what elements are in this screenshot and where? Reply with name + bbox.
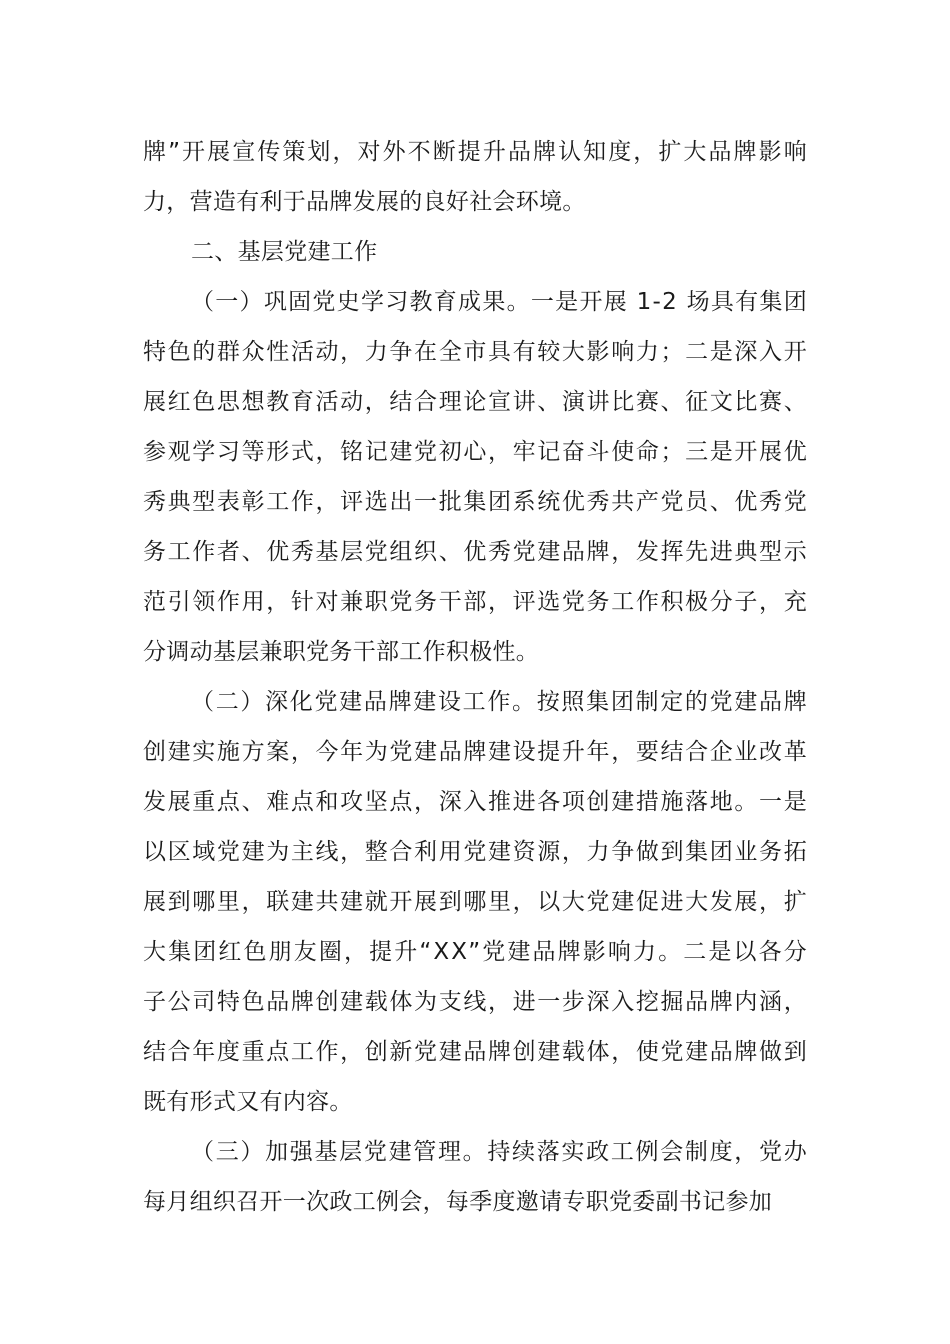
text-line: 发展重点、难点和攻坚点，深入推进各项创建措施落地。一是 [143, 789, 809, 815]
text-line: 特色的群众性活动，力争在全市具有较大影响力；二是深入开 [143, 339, 809, 365]
text-line: 力，营造有利于品牌发展的良好社会环境。 [143, 189, 586, 215]
text-line: 分调动基层兼职党务干部工作积极性。 [143, 639, 540, 665]
text-line: 大集团红色朋友圈，提升“XX”党建品牌影响力。二是以各分 [143, 939, 809, 965]
text-line: 牌”开展宣传策划，对外不断提升品牌认知度，扩大品牌影响 [143, 139, 809, 165]
text-line: 每月组织召开一次政工例会，每季度邀请专职党委副书记参加 [143, 1189, 773, 1215]
text-line: 二、基层党建工作 [191, 239, 378, 265]
text-line: 子公司特色品牌创建载体为支线，进一步深入挖掘品牌内涵， [143, 989, 809, 1015]
text-line: 参观学习等形式，铭记建党初心，牢记奋斗使命；三是开展优 [143, 439, 809, 465]
text-line: （二）深化党建品牌建设工作。按照集团制定的党建品牌 [191, 689, 809, 715]
text-line: 展红色思想教育活动，结合理论宣讲、演讲比赛、征文比赛、 [143, 389, 809, 415]
text-line: 创建实施方案，今年为党建品牌建设提升年，要结合企业改革 [143, 739, 809, 765]
text-line: 秀典型表彰工作，评选出一批集团系统优秀共产党员、优秀党 [143, 489, 809, 515]
text-line: 以区域党建为主线，整合利用党建资源，力争做到集团业务拓 [143, 839, 809, 865]
text-line: （一）巩固党史学习教育成果。一是开展 1-2 场具有集团 [191, 289, 808, 315]
text-line: 既有形式又有内容。 [143, 1089, 353, 1115]
body-text [143, 127, 807, 1227]
text-line: 范引领作用，针对兼职党务干部，评选党务工作积极分子，充 [143, 589, 809, 615]
text-line: 结合年度重点工作，创新党建品牌创建载体，使党建品牌做到 [143, 1039, 809, 1065]
text-line: 展到哪里，联建共建就开展到哪里，以大党建促进大发展，扩 [143, 889, 809, 915]
text-line: （三）加强基层党建管理。持续落实政工例会制度，党办 [191, 1139, 809, 1165]
text-line: 务工作者、优秀基层党组织、优秀党建品牌，发挥先进典型示 [143, 539, 809, 565]
